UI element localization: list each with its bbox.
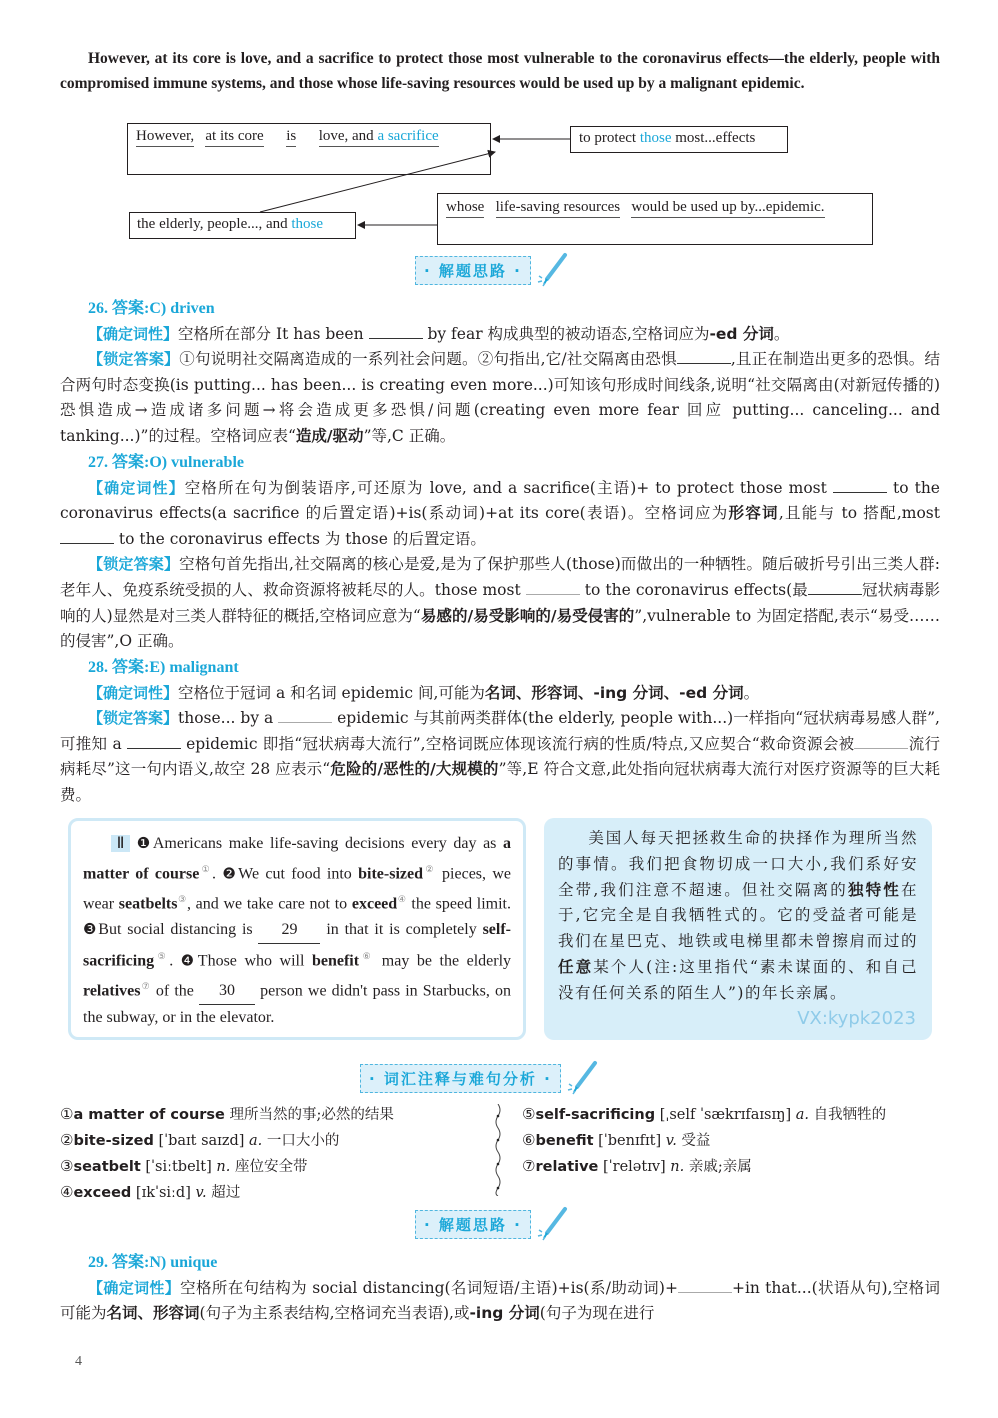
vocab-pos: v. [665, 1133, 677, 1149]
diagram-seg-used-up: would be used up by...epidemic. [631, 199, 824, 218]
vocab-word: a matter of course [73, 1107, 225, 1123]
vocab-pos: a. [795, 1107, 810, 1123]
footnote-marker: ① [199, 863, 213, 874]
q28-text: epidemic 与其前两类群体(the elderly, people with...)一样指向“冠状病毒易感人群”,可推知 a [60, 709, 940, 753]
diagram-seg-love: love, and [318, 128, 378, 144]
pen-icon [535, 1206, 571, 1242]
intro-sentence: However, at its core is love, and a sacrifice to protect those most vulnerable to the coronavirus effects—the elderly, people with compromised immune systems, and those whose life-saving resources would be used up by a malignant epidemic. [60, 50, 940, 92]
vocab-highlight: exceed [351, 895, 398, 913]
diagram-text: most...effects [671, 130, 756, 146]
passage-text: We cut food into [238, 865, 359, 883]
q26-text: 空格所在部分 It has been [178, 324, 369, 343]
diagram-text: the elderly, people..., and [137, 216, 292, 232]
translation-bold: 独特性 [847, 880, 901, 899]
passage-text: of the [150, 982, 200, 1000]
passage-text: Those who will [197, 952, 312, 970]
vocab-word: exceed [73, 1185, 132, 1201]
q28-block [60, 655, 940, 809]
tag-lock-answer: 【锁定答案】 [88, 709, 179, 728]
vocab-phonetic: [ˈbenɪfɪt] [593, 1133, 666, 1149]
vocab-item [522, 1102, 886, 1128]
tag-determine-pos: 【确定词性】 [88, 324, 179, 343]
vocab-meaning: 理所当然的事;必然的结果 [224, 1107, 394, 1123]
q26-answer: 26. 答案:C) driven [88, 300, 215, 317]
section-banner-solution [415, 1210, 571, 1238]
blank-29: 29 [258, 917, 320, 944]
q29-text: 空格所在句结构为 social distancing(名词短语/主语)+is(系/助动词)+ [180, 1278, 678, 1297]
q28-text: those... by a [178, 709, 279, 728]
pen-icon [565, 1060, 601, 1096]
vocab-highlight: a matter of course [83, 835, 512, 883]
passage-text: Americans make life-saving decisions every day as [152, 835, 504, 852]
banner-label: · 解题思路 · [415, 256, 531, 285]
vocab-item [522, 1154, 886, 1180]
q26-text: by fear 构成典型的被动语态,空格词应为 [422, 324, 710, 343]
vocab-number: ⑦ [522, 1157, 536, 1175]
vocab-pos: a. [249, 1133, 263, 1149]
section-banner-vocab [360, 1064, 601, 1092]
passage-text: , and we take care not to [186, 895, 352, 913]
q27-text: 冠状病毒影响的人)显然是对三类人群特征的概括,空格词应意为“ [60, 580, 940, 625]
banner-label: · 词汇注释与难句分析 · [360, 1064, 561, 1093]
vocab-number: ④ [60, 1183, 74, 1201]
vocab-phonetic: [ɪkˈsiːd] [131, 1185, 196, 1201]
q27-text: 空格所在句为倒装语序,可还原为 love, and a sacrifice(主语)+ to protect those most [184, 478, 833, 497]
q28-text: 。 [743, 683, 760, 702]
diagram-highlight-those: those [291, 216, 324, 232]
vocab-phonetic: [ˈsiːtbelt] [140, 1159, 217, 1175]
q27-answer: 27. 答案:O) vulnerable [88, 454, 244, 471]
translation-card [544, 818, 932, 1040]
q29-text: +in that...(状语从句),空格词可能为 [60, 1278, 940, 1323]
q26-bold: -ed 分词 [709, 324, 774, 343]
q26-text: ”等,C 正确。 [363, 426, 456, 445]
tag-lock-answer: 【锁定答案】 [88, 555, 180, 574]
q28-bold: 名词、形容词、-ing 分词、-ed 分词 [484, 683, 744, 702]
q28-text: 空格位于冠词 a 和名词 epidemic 间,可能为 [178, 683, 485, 702]
vocab-highlight: benefit [311, 952, 360, 970]
vocab-phonetic: [ˈrelətɪv] [598, 1159, 671, 1175]
translation-text: 在于,它完全是自我牺牲式的。它的受益者可能是我们在星巴克、地铁或电梯里都未曾擦肩而过的 [558, 880, 918, 951]
q28-text: ”等,E 符合文意,此处指向冠状病毒大流行对医疗资源等的巨大耗费。 [60, 760, 940, 804]
q27-text: to the coronavirus effects 为 those 的后置定语。 [114, 529, 486, 548]
vocab-meaning: 受益 [676, 1133, 711, 1149]
q27-bold: 形容词 [728, 504, 779, 523]
vocab-phonetic: [ˌself ˈsækrɪfaɪsɪŋ] [655, 1107, 796, 1123]
blank [278, 708, 332, 723]
vocab-meaning: 一口大小的 [262, 1133, 340, 1149]
q28-bold: 危险的/恶性的/大规模的 [330, 760, 499, 779]
footnote-marker: ② [423, 863, 436, 874]
diagram-seg-whose: whose [446, 199, 484, 218]
q26-block [60, 296, 940, 450]
passage-text: person we didn't pass in Starbucks, on the subway, or in the elevator. [83, 982, 512, 1027]
q26-text: 。 [773, 324, 790, 343]
q29-block [60, 1250, 940, 1327]
passage-text: may be the elderly [374, 952, 512, 970]
vocab-number: ⑤ [522, 1105, 536, 1123]
q29-text: (句子为现在进行 [539, 1304, 655, 1323]
q27-text: ”,vulnerable to 为固定搭配,表示“易受……的侵害”,O 正确。 [60, 606, 940, 651]
passage-text: pieces, we wear [83, 865, 511, 913]
vocab-word: relative [535, 1159, 599, 1175]
tag-determine-pos: 【确定词性】 [88, 683, 179, 702]
blank [833, 478, 887, 493]
vocab-word: seatbelt [73, 1159, 141, 1175]
diagram-highlight-those: those [639, 130, 672, 146]
blank [127, 734, 181, 749]
diagram-seg-at-its-core: at its core [205, 128, 263, 147]
blank [677, 349, 731, 364]
q27-bold: 易感的/易受影响的/易受侵害的 [420, 606, 635, 625]
vocab-pos: v. [195, 1185, 207, 1201]
vocab-number: ⑥ [522, 1131, 536, 1149]
vocab-highlight: seatbelts [118, 895, 178, 913]
diagram-seg-a-sacrifice: a sacrifice [377, 128, 439, 144]
wavy-divider [493, 1104, 503, 1196]
passage-text: in that it is completely [320, 921, 483, 939]
q27-text: ,且能与 to 搭配,most [778, 504, 940, 523]
tag-determine-pos: 【确定词性】 [88, 1278, 181, 1297]
blank [369, 324, 423, 339]
vocab-number: ① [60, 1105, 74, 1123]
section-banner-solution [415, 256, 571, 284]
footnote-marker: ⑥ [359, 950, 375, 961]
vocab-number: ② [60, 1131, 74, 1149]
blank [526, 580, 580, 595]
pen-icon [535, 252, 571, 288]
blank [678, 1278, 732, 1293]
vocab-meaning: 自我牺牲的 [809, 1107, 887, 1123]
passage-text: . [169, 952, 174, 970]
q28-text: 流行病耗尽”这一句内语义,故空 28 应表示“ [60, 734, 940, 779]
vocab-word: benefit [535, 1133, 594, 1149]
q29-text: (句子为主系表结构,空格词充当表语),或 [199, 1304, 470, 1323]
passage-card [68, 818, 526, 1040]
blank [854, 734, 908, 749]
tag-lock-answer: 【锁定答案】 [88, 350, 180, 369]
translation-bold: 任意 [558, 957, 594, 976]
vocab-meaning: 座位安全带 [230, 1159, 308, 1175]
diagram-seg-however: However, [136, 128, 194, 147]
vocab-word: self-sacrificing [535, 1107, 656, 1123]
vocab-item [522, 1128, 886, 1154]
q29-answer: 29. 答案:N) unique [88, 1254, 218, 1271]
q27-block [60, 450, 940, 655]
vocab-pos: n. [216, 1159, 231, 1175]
q27-text: to the coronavirus effects(最 [579, 580, 808, 599]
blank [60, 529, 114, 544]
watermark: VX:kypk2023 [797, 1008, 916, 1030]
vocab-list-left [60, 1102, 394, 1206]
vocab-word: bite-sized [73, 1133, 154, 1149]
q26-text: ,且正在制造出更多的恐惧。结合两句时态变换(is putting... has been... is creating even more...)可知该句形成时间线条,说明“社交隔离由(对新冠传播的)恐惧造成→造成诸多问题→将会造成更多恐惧/问题(creating even more fear 回应 putting... canceling... and tanking...)”的过程。空格词应表“ [60, 350, 940, 445]
footnote-marker: ⑦ [140, 980, 151, 991]
passage-text: But social distancing is [98, 921, 259, 939]
sentence-number-4: ❹ [180, 951, 198, 970]
q27-text: 空格句首先指出,社交隔离的核心是爱,是为了保护那些人(those)而做出的一种牺牲。随后破折号引出三类人群:老年人、免疫系统受损的人、救命资源将被耗尽的人。those most [60, 555, 940, 599]
sentence-number-3: ❸ [83, 920, 99, 939]
banner-label: · 解题思路 · [415, 1210, 531, 1239]
diagram-text: to protect [579, 130, 640, 146]
vocab-phonetic: [ˈbaɪt saɪzd] [153, 1133, 250, 1149]
q29-bold: 名词、形容词 [106, 1304, 200, 1323]
vocab-highlight: bite-sized [358, 865, 423, 883]
q26-bold: 造成/驱动 [295, 426, 364, 445]
vocab-item [60, 1102, 394, 1128]
vocab-list-right [522, 1102, 886, 1180]
blank-30: 30 [199, 978, 255, 1005]
sentence-number-1: ❶ [136, 834, 153, 852]
translation-text: 某个人(注:这里指代“素未谋面的、和自己没有任何关系的陌生人”)的年长亲属。 [558, 957, 918, 1002]
diagram-seg-is: is [286, 128, 296, 147]
vocab-meaning: 超过 [206, 1185, 241, 1201]
vocab-item [60, 1128, 394, 1154]
footnote-marker: ④ [397, 893, 407, 904]
sentence-number-2: ❷ [222, 864, 239, 883]
vocab-highlight: relatives [83, 982, 141, 1000]
diagram-arrows [0, 0, 998, 260]
vocab-number: ③ [60, 1157, 74, 1175]
blank [808, 580, 862, 595]
q28-text: epidemic 即指“冠状病毒大流行”,空格词既应体现该流行病的性质/特点,又应契合“救命资源会被 [180, 734, 855, 753]
vocab-highlight: self-sacrificing [83, 921, 511, 970]
q26-text: ①句说明社交隔离造成的一系列社会问题。②句指出,它/社交隔离由恐惧 [179, 350, 677, 369]
q27-text: to the coronavirus effects(a sacrifice 的后置定语)+is(系动词)+at its core(表语)。空格词应为 [60, 478, 940, 523]
translation-text: 美国人每天把拯救生命的抉择作为理所当然的事情。我们把食物切成一口大小,我们系好安全带,我们注意不超速。但社交隔离的 [558, 829, 918, 899]
footnote-marker: ③ [177, 893, 187, 904]
vocab-item [60, 1180, 394, 1206]
footnote-marker: ⑤ [154, 950, 170, 961]
q28-answer: 28. 答案:E) malignant [88, 659, 239, 676]
vocab-item [60, 1154, 394, 1180]
tag-determine-pos: 【确定词性】 [88, 478, 185, 497]
q29-bold: -ing 分词 [469, 1304, 540, 1323]
diagram-seg-resources: life-saving resources [496, 199, 621, 218]
passage-text: . [212, 865, 217, 883]
vocab-pos: n. [670, 1159, 685, 1175]
section-roman-numeral: Ⅱ [111, 835, 130, 852]
vocab-meaning: 亲戚;亲属 [684, 1159, 752, 1175]
passage-text: the speed limit. [406, 895, 512, 913]
page-number: 4 [75, 1354, 82, 1369]
